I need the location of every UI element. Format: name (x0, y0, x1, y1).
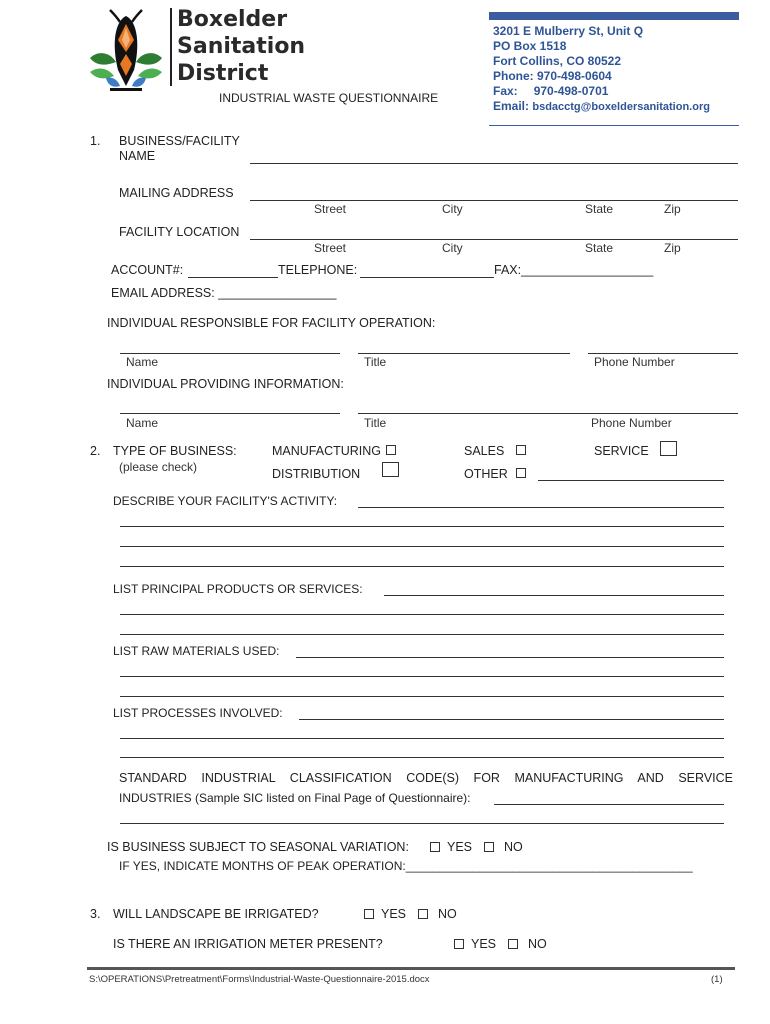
responsible-title-caption: Title (364, 355, 387, 369)
meter-yes-checkbox[interactable] (454, 939, 464, 949)
business-name-label-line1: BUSINESS/FACILITY (119, 134, 240, 148)
manufacturing-label: MANUFACTURING (272, 444, 382, 458)
footer-rule (87, 967, 735, 970)
email-value[interactable]: bsdacctg@boxeldersanitation.org (532, 101, 710, 113)
email-label: Email: (493, 99, 530, 113)
raw-materials-label: LIST RAW MATERIALS USED: (113, 644, 280, 658)
facility-street-label: Street (314, 241, 347, 255)
facility-city-label: City (442, 241, 463, 255)
responsible-phone-caption: Phone Number (594, 355, 675, 369)
seasonal-variation-label: IS BUSINESS SUBJECT TO SEASONAL VARIATION: (107, 840, 409, 854)
providing-phone-caption: Phone Number (591, 416, 672, 430)
facility-location-label: FACILITY LOCATION (119, 225, 240, 239)
processes-line2[interactable] (120, 738, 724, 739)
processes-label: LIST PROCESSES INVOLVED: (113, 706, 283, 720)
providing-phone-field[interactable] (556, 413, 738, 414)
responsible-title-field[interactable] (358, 353, 570, 354)
seasonal-yes-checkbox[interactable] (430, 842, 440, 852)
org-name-line2: Sanitation (177, 34, 306, 59)
providing-title-caption: Title (364, 416, 387, 430)
describe-activity-line2[interactable] (120, 526, 724, 527)
meter-yes-label: YES (471, 937, 497, 951)
header-rule-bottom (489, 125, 739, 126)
describe-activity-line4[interactable] (120, 566, 724, 567)
products-label: LIST PRINCIPAL PRODUCTS OR SERVICES: (113, 582, 363, 596)
providing-title-field[interactable] (358, 413, 566, 414)
address-line1: 3201 E Mulberry St, Unit Q (493, 24, 644, 38)
meter-no-checkbox[interactable] (508, 939, 518, 949)
sic-label-line2: INDUSTRIES (Sample SIC listed on Final Page of Questionnaire): (119, 791, 471, 805)
address-line3: Fort Collins, CO 80522 (493, 54, 622, 68)
raw-materials-line3[interactable] (120, 696, 724, 697)
service-checkbox[interactable] (660, 441, 677, 456)
address-line2: PO Box 1518 (493, 39, 567, 53)
distribution-checkbox[interactable] (382, 462, 399, 477)
mailing-street-label: Street (314, 202, 347, 216)
type-of-business-label: TYPE OF BUSINESS: (113, 444, 237, 458)
peak-months-label[interactable]: IF YES, INDICATE MONTHS OF PEAK OPERATION:___________________________________________ (119, 859, 693, 873)
fax-field-label[interactable]: FAX:___________________ (494, 263, 654, 277)
irrigation-meter-label: IS THERE AN IRRIGATION METER PRESENT? (113, 937, 383, 951)
sic-line2[interactable] (120, 823, 724, 824)
landscape-yes-label: YES (381, 907, 407, 921)
products-field[interactable] (384, 595, 724, 596)
phone: Phone: 970-498-0604 (493, 69, 612, 83)
please-check-label: (please check) (119, 460, 198, 474)
email-row (493, 99, 710, 115)
describe-activity-label: DESCRIBE YOUR FACILITY'S ACTIVITY: (113, 494, 338, 508)
landscape-no-checkbox[interactable] (418, 909, 428, 919)
other-checkbox[interactable] (516, 468, 526, 478)
sales-checkbox[interactable] (516, 445, 526, 455)
landscape-irrigated-label: WILL LANDSCAPE BE IRRIGATED? (113, 907, 319, 921)
org-name-line1: Boxelder (177, 7, 288, 32)
responsible-name-caption: Name (126, 355, 159, 369)
mailing-city-label: City (442, 202, 463, 216)
sales-label: SALES (464, 444, 505, 458)
seasonal-no-label: NO (504, 840, 523, 854)
describe-activity-field[interactable] (358, 507, 724, 508)
landscape-yes-checkbox[interactable] (364, 909, 374, 919)
service-label: SERVICE (594, 444, 649, 458)
sic-label-line1: STANDARD INDUSTRIAL CLASSIFICATION CODE(S) FOR MANUFACTURING AND SERVICE (119, 771, 733, 785)
org-name-line3: District (177, 61, 269, 86)
seasonal-no-checkbox[interactable] (484, 842, 494, 852)
manufacturing-checkbox[interactable] (386, 445, 396, 455)
section3-number: 3. (90, 907, 101, 921)
logo-divider (170, 8, 172, 86)
providing-name-field[interactable] (120, 413, 340, 414)
responsible-phone-field[interactable] (588, 353, 738, 354)
raw-materials-field[interactable] (296, 657, 724, 658)
other-specify-field[interactable] (538, 480, 724, 481)
org-name (177, 6, 305, 87)
raw-materials-line2[interactable] (120, 676, 724, 677)
fax-value: 970-498-0701 (533, 84, 609, 98)
landscape-no-label: NO (438, 907, 457, 921)
telephone-label: TELEPHONE: (278, 263, 358, 277)
email-address-label[interactable]: EMAIL ADDRESS: _________________ (111, 286, 337, 300)
contact-block (493, 24, 710, 115)
products-line2[interactable] (120, 614, 724, 615)
mailing-zip-label: Zip (664, 202, 681, 216)
distribution-label: DISTRIBUTION (272, 467, 361, 481)
facility-location-field[interactable] (250, 239, 738, 240)
district-logo (86, 6, 166, 94)
seasonal-yes-label: YES (447, 840, 473, 854)
section2-number: 2. (90, 444, 101, 458)
business-name-label-line2: NAME (119, 149, 156, 163)
footer-page-number: (1) (711, 974, 723, 985)
providing-individual-label: INDIVIDUAL PROVIDING INFORMATION: (107, 377, 344, 391)
providing-name-caption: Name (126, 416, 159, 430)
facility-state-label: State (585, 241, 614, 255)
facility-zip-label: Zip (664, 241, 681, 255)
form-title: INDUSTRIAL WASTE QUESTIONNAIRE (219, 91, 439, 105)
mailing-address-field[interactable] (250, 200, 738, 201)
mailing-address-label: MAILING ADDRESS (119, 186, 234, 200)
business-name-field[interactable] (250, 163, 738, 164)
processes-line3[interactable] (120, 757, 724, 758)
footer-file-path: S:\OPERATIONS\Pretreatment\Forms\Industrial-Waste-Questionnaire-2015.docx (89, 974, 430, 985)
section1-number: 1. (90, 134, 101, 148)
responsible-individual-label: INDIVIDUAL RESPONSIBLE FOR FACILITY OPERATION: (107, 316, 436, 330)
describe-activity-line3[interactable] (120, 546, 724, 547)
account-label: ACCOUNT#: (111, 263, 184, 277)
processes-field[interactable] (299, 719, 724, 720)
account-field[interactable] (188, 277, 278, 278)
responsible-name-field[interactable] (120, 353, 340, 354)
mailing-state-label: State (585, 202, 614, 216)
other-label: OTHER (464, 467, 508, 481)
sic-field[interactable] (494, 804, 724, 805)
fax-label: Fax: (493, 84, 518, 98)
header-rule-top (489, 12, 739, 20)
products-line3[interactable] (120, 634, 724, 635)
meter-no-label: NO (528, 937, 547, 951)
telephone-field[interactable] (360, 277, 494, 278)
fax-row (493, 84, 710, 99)
